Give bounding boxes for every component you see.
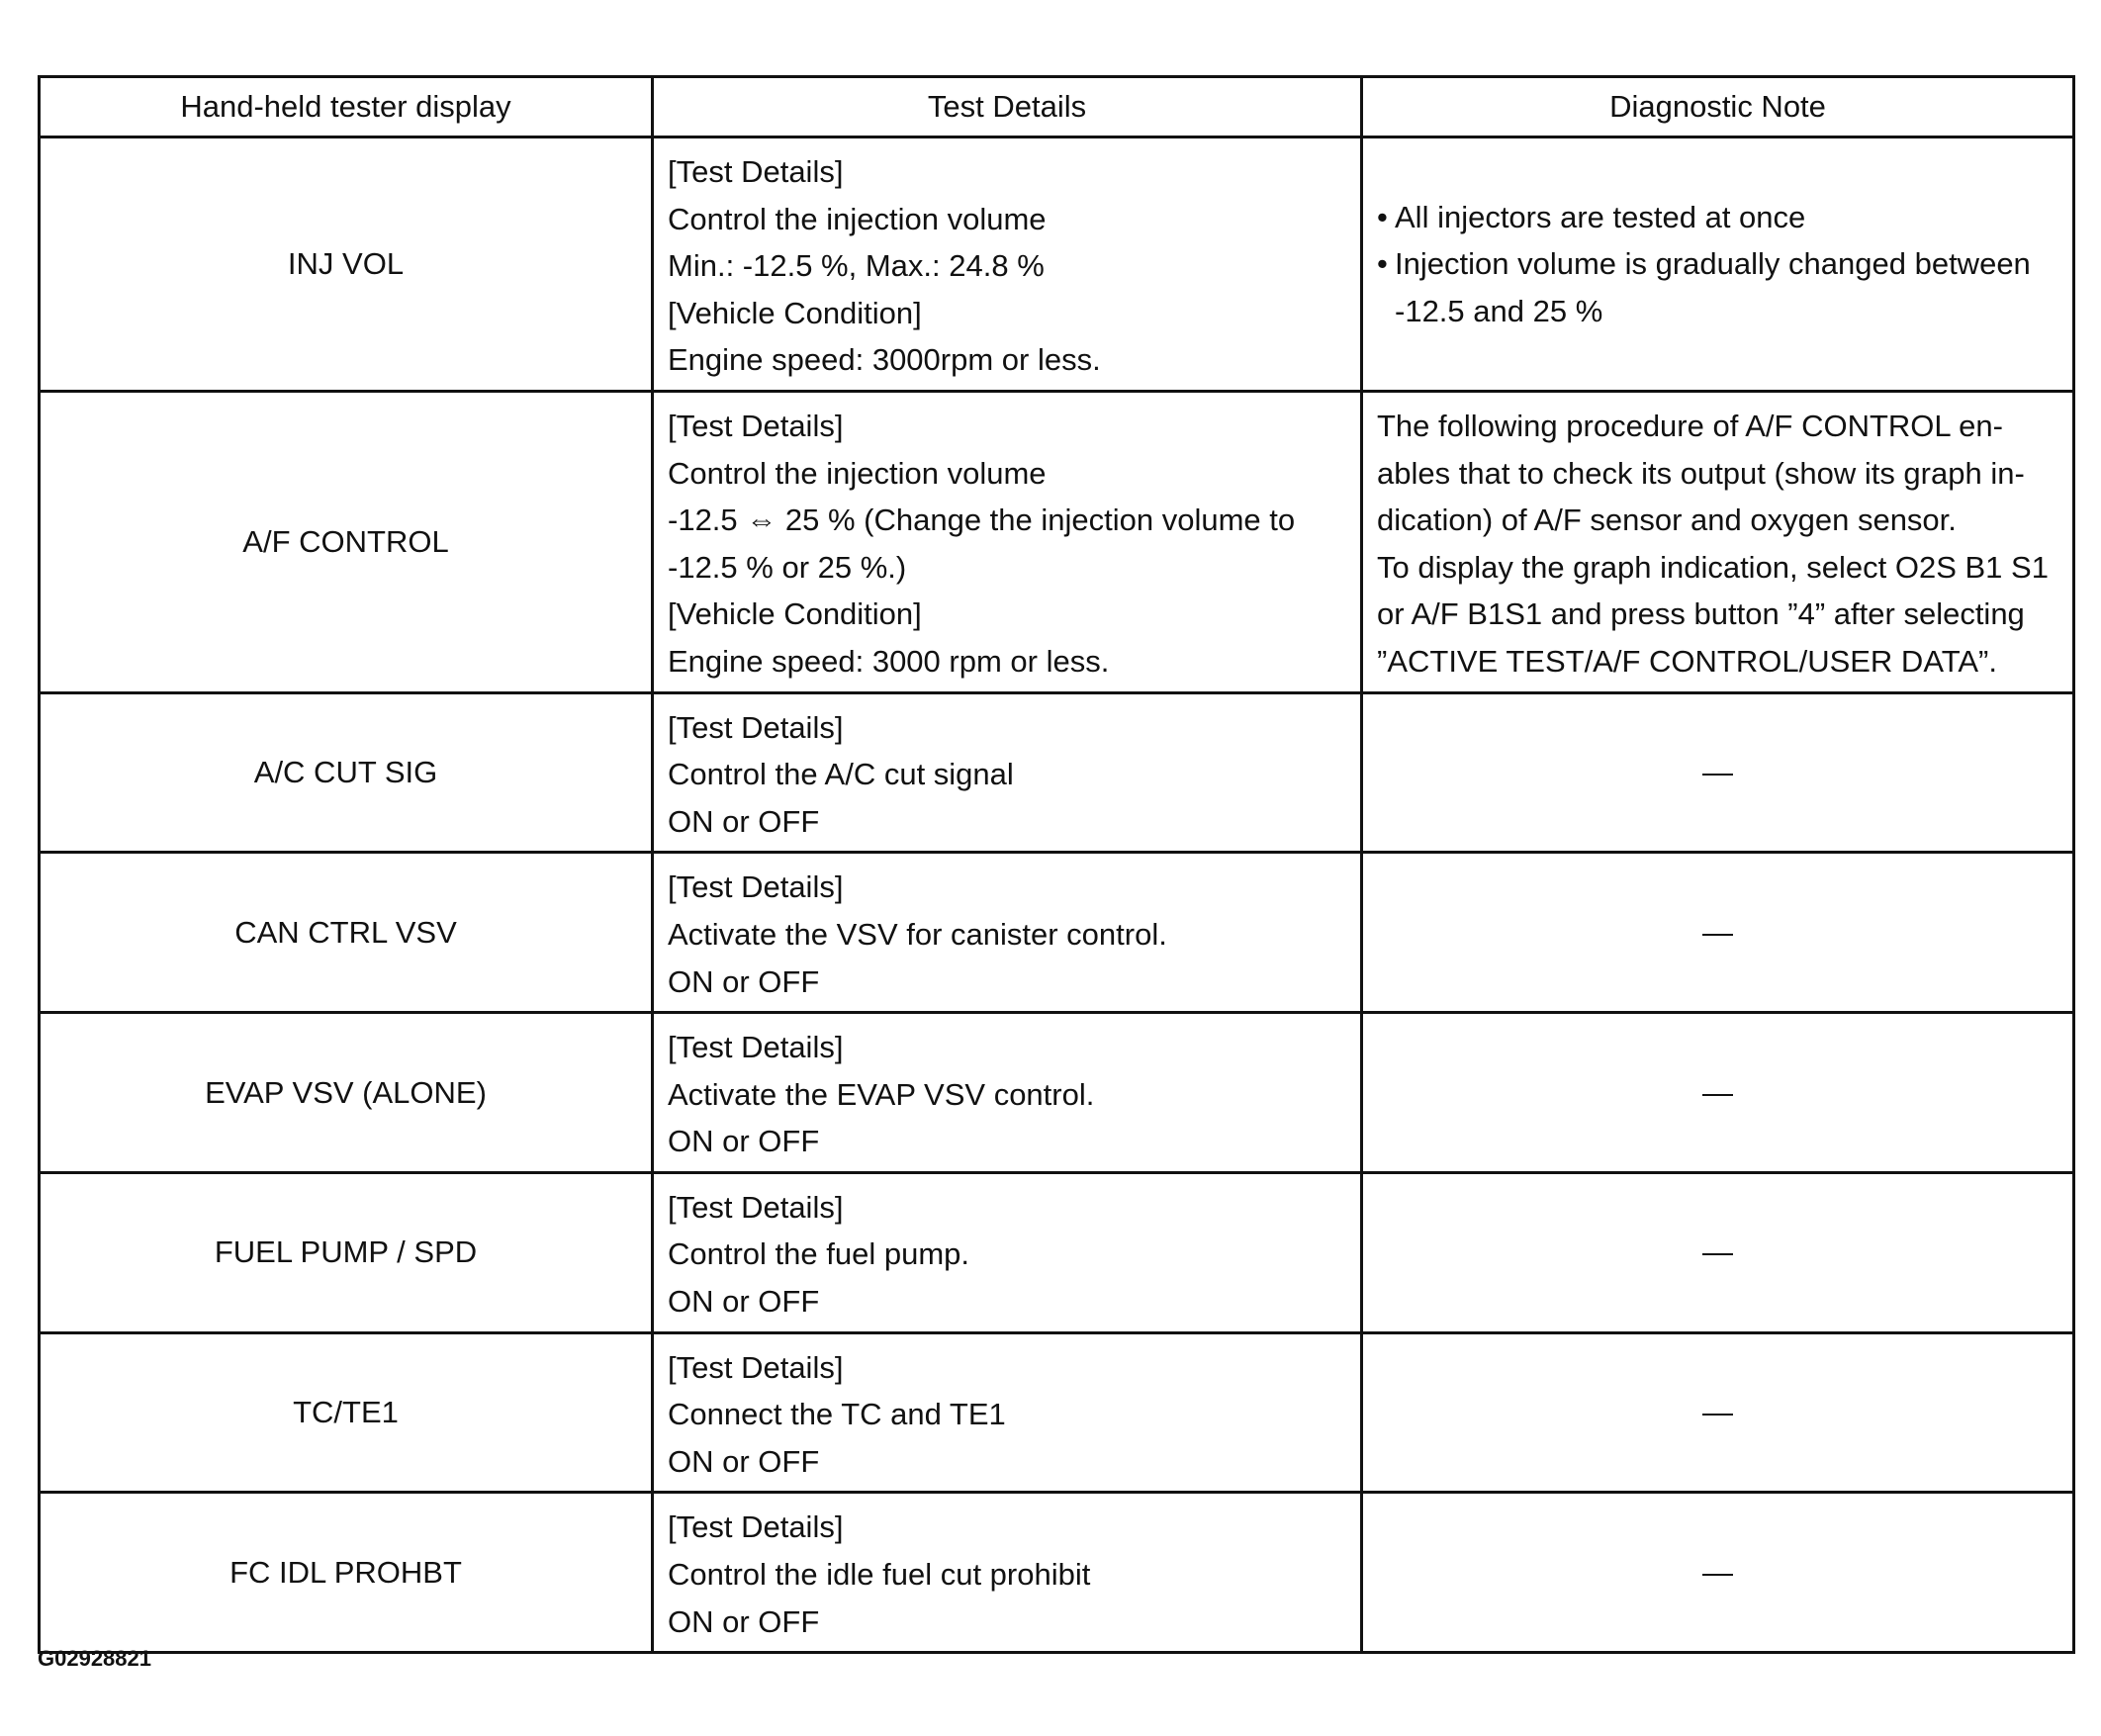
note-bullet-item — [1377, 194, 2058, 241]
detail-line: Connect the TC and TE1 — [668, 1397, 1006, 1432]
test-details-cell — [653, 853, 1362, 1013]
detail-line: Engine speed: 3000rpm or less. — [668, 342, 1101, 378]
diagnostic-note-cell: — — [1362, 1332, 2074, 1493]
detail-line: ON or OFF — [668, 1284, 820, 1320]
bullet-icon: • — [1377, 199, 1388, 234]
tester-display-item: INJ VOL — [40, 137, 653, 392]
detail-line: [Test Details] — [668, 1189, 844, 1225]
tester-display-item: FC IDL PROHBT — [40, 1493, 653, 1653]
figure-code: G02928821 — [38, 1646, 151, 1671]
table-row — [40, 1172, 2074, 1332]
detail-line: [Test Details] — [668, 1509, 844, 1545]
detail-line: ON or OFF — [668, 1603, 820, 1639]
test-details-cell — [653, 1332, 1362, 1493]
header-tester-display: Hand-held tester display — [40, 77, 653, 137]
detail-line: Activate the VSV for canister control. — [668, 916, 1167, 952]
note-bullet-text: Injection volume is gradually changed between — [1395, 246, 2031, 282]
table-row — [40, 692, 2074, 853]
note-line: ables that to check its output (show its graph in- — [1377, 455, 2025, 491]
diagnostic-note-cell — [1362, 137, 2074, 392]
table-row — [40, 853, 2074, 1013]
note-line: ”ACTIVE TEST/A/F CONTROL/USER DATA”. — [1377, 643, 1997, 679]
bullet-icon: • — [1377, 246, 1388, 282]
detail-line: Min.: -12.5 %, Max.: 24.8 % — [668, 248, 1045, 284]
test-details-cell — [653, 1493, 1362, 1653]
detail-line: ON or OFF — [668, 963, 820, 999]
table-row — [40, 391, 2074, 692]
test-details-cell — [653, 1013, 1362, 1173]
diagnostic-note-cell: — — [1362, 1172, 2074, 1332]
test-details-cell — [653, 692, 1362, 853]
table-row — [40, 137, 2074, 392]
diagnostic-note-cell: — — [1362, 1493, 2074, 1653]
active-test-table — [38, 75, 2075, 1654]
detail-line: -12.5 % or 25 %.) — [668, 549, 907, 585]
note-line: The following procedure of A/F CONTROL en- — [1377, 408, 2003, 443]
detail-line: [Test Details] — [668, 869, 844, 905]
diagnostic-note-cell: — — [1362, 692, 2074, 853]
detail-line: Engine speed: 3000 rpm or less. — [668, 643, 1110, 679]
diagnostic-note-cell: — — [1362, 1013, 2074, 1173]
detail-line: -12.5 ⇔ 25 % (Change the injection volume to — [668, 503, 1296, 538]
detail-line: Control the injection volume — [668, 455, 1047, 491]
detail-line: Control the idle fuel cut prohibit — [668, 1557, 1091, 1593]
note-line: dication) of A/F sensor and oxygen sensor. — [1377, 503, 1957, 538]
note-bullet-item — [1377, 240, 2058, 288]
tester-display-item: A/C CUT SIG — [40, 692, 653, 853]
note-bullet-text: All injectors are tested at once — [1395, 199, 1806, 234]
note-line: To display the graph indication, select O2S B1 S1 — [1377, 549, 2049, 585]
tester-display-item: CAN CTRL VSV — [40, 853, 653, 1013]
diagnostic-note-cell — [1362, 391, 2074, 692]
header-diagnostic-note: Diagnostic Note — [1362, 77, 2074, 137]
tester-display-item: EVAP VSV (ALONE) — [40, 1013, 653, 1173]
detail-line: Control the injection volume — [668, 201, 1047, 236]
note-continuation: -12.5 and 25 % — [1395, 293, 1603, 328]
header-test-details: Test Details — [653, 77, 1362, 137]
detail-line: Control the fuel pump. — [668, 1236, 970, 1272]
detail-line: ON or OFF — [668, 1124, 820, 1159]
detail-line: [Vehicle Condition] — [668, 596, 922, 632]
tester-display-item: A/F CONTROL — [40, 391, 653, 692]
detail-line: ON or OFF — [668, 803, 820, 839]
table-row — [40, 1013, 2074, 1173]
table-row — [40, 1332, 2074, 1493]
test-details-cell — [653, 137, 1362, 392]
note-line: or A/F B1S1 and press button ”4” after selecting — [1377, 596, 2025, 632]
tester-display-item: FUEL PUMP / SPD — [40, 1172, 653, 1332]
detail-line: Control the A/C cut signal — [668, 757, 1014, 792]
test-details-cell — [653, 391, 1362, 692]
diagnostic-note-cell: — — [1362, 853, 2074, 1013]
detail-line: [Vehicle Condition] — [668, 295, 922, 330]
detail-line: [Test Details] — [668, 154, 844, 189]
detail-line: [Test Details] — [668, 408, 844, 443]
test-details-cell — [653, 1172, 1362, 1332]
table-header — [40, 77, 2074, 137]
tester-display-item: TC/TE1 — [40, 1332, 653, 1493]
detail-line: [Test Details] — [668, 709, 844, 745]
detail-line: [Test Details] — [668, 1030, 844, 1065]
detail-line: Activate the EVAP VSV control. — [668, 1076, 1095, 1112]
table-row — [40, 1493, 2074, 1653]
detail-line: ON or OFF — [668, 1443, 820, 1479]
detail-line: [Test Details] — [668, 1349, 844, 1385]
